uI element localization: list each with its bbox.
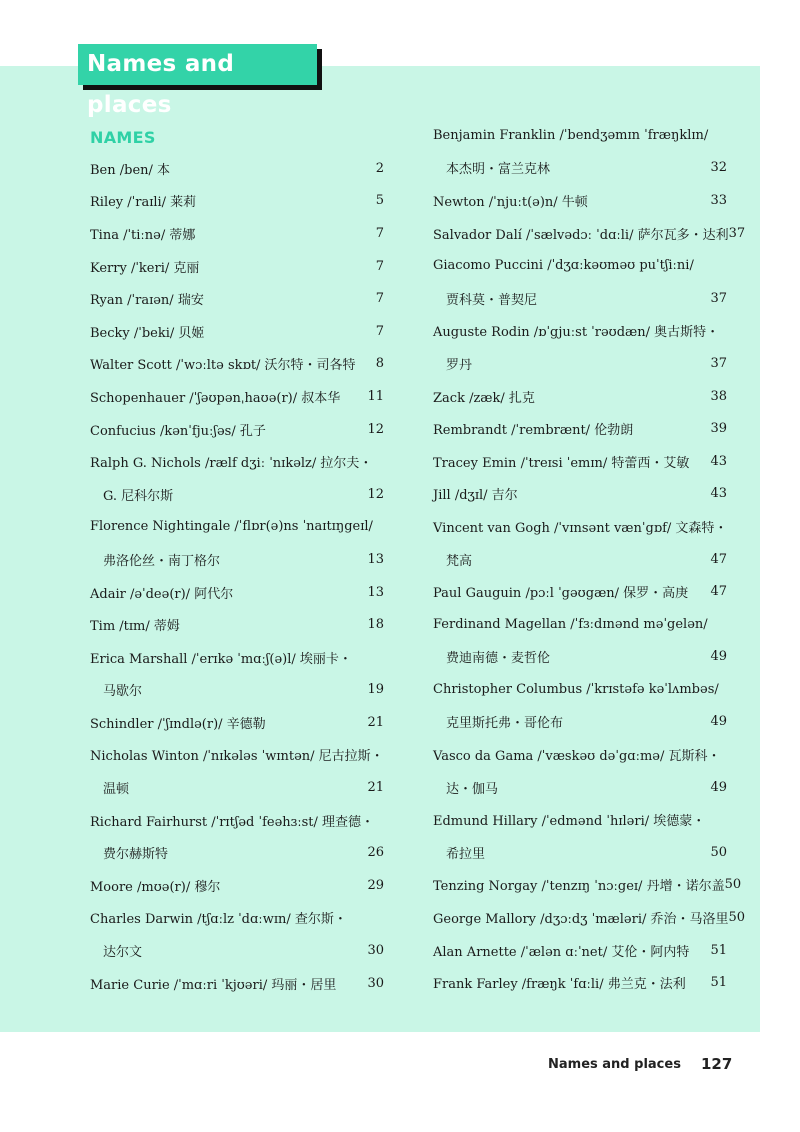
entry-text: George Mallory /dʒɔːdʒ ˈmæləri/ 乔治・马洛里	[433, 912, 729, 928]
list-item	[90, 641, 384, 674]
entry-text: Confucius /kənˈfjuːʃəs/ 孔子	[90, 423, 266, 439]
list-item	[90, 380, 384, 413]
entry-page-number: 29	[367, 877, 384, 893]
list-item	[90, 804, 384, 837]
entry-text: Adair /əˈdeə(r)/ 阿代尔	[90, 586, 234, 602]
entry-page-number: 50	[728, 910, 746, 926]
entry-text: 费尔赫斯特	[103, 847, 169, 863]
list-item	[90, 413, 384, 446]
entry-text: 贾科莫・普契尼	[446, 292, 538, 308]
entry-page-number: 7	[375, 291, 384, 307]
entry-text: Moore /mʊə(r)/ 穆尔	[90, 879, 221, 895]
entry-page-number: 50	[724, 877, 742, 893]
entry-text: Ralph G. Nichols /rælf dʒiː ˈnɪkəlz/ 拉尔夫・	[90, 456, 373, 472]
entry-page-number: 49	[710, 714, 727, 730]
list-item	[433, 184, 727, 217]
entry-text: Paul Gauguin /pɔːl ˈgəʊgæn/ 保罗・高庚	[433, 586, 689, 602]
entry-page-number: 30	[367, 975, 384, 991]
list-item	[90, 348, 384, 381]
list-item	[90, 967, 384, 1000]
list-item-continuation	[90, 836, 384, 869]
entry-page-number: 50	[710, 844, 727, 860]
page-title: Names and places	[78, 44, 317, 85]
entry-page-number: 33	[710, 192, 727, 208]
section-heading: NAMES	[90, 128, 156, 147]
entry-text: Riley /ˈraɪli/ 莱莉	[90, 195, 197, 211]
list-item	[90, 152, 384, 185]
entry-text: Ferdinand Magellan /ˈfɜːdɪnənd məˈgelən/	[433, 616, 708, 632]
entry-page-number: 32	[710, 160, 727, 176]
list-item-continuation	[433, 771, 727, 804]
entry-text: 希拉里	[446, 846, 486, 862]
list-item	[433, 380, 727, 413]
list-item	[90, 250, 384, 283]
entry-text: 罗丹	[446, 357, 473, 373]
entry-text: Edmund Hillary /ˈedmənd ˈhɪləri/ 埃德蒙・	[433, 814, 706, 830]
list-item	[433, 478, 727, 511]
list-item	[433, 608, 727, 641]
list-item-continuation	[433, 543, 727, 576]
entry-page-number: 37	[710, 290, 727, 306]
list-item	[90, 217, 384, 250]
list-item	[433, 510, 727, 543]
entry-text: Schindler /ˈʃɪndlə(r)/ 辛德勒	[90, 716, 266, 732]
entry-page-number: 11	[367, 388, 384, 404]
list-item	[90, 445, 384, 478]
entry-text: 费迪南德・麦哲伦	[446, 651, 551, 667]
entry-text: 弗洛伦丝・南丁格尔	[103, 553, 221, 569]
entry-page-number: 7	[375, 323, 384, 339]
entry-page-number: 19	[367, 682, 384, 698]
list-item	[90, 869, 384, 902]
list-item	[90, 902, 384, 935]
entry-page-number: 13	[367, 551, 384, 567]
list-item	[433, 217, 746, 250]
entry-text: Tim /tɪm/ 蒂姆	[90, 619, 180, 635]
entry-page-number: 38	[710, 388, 727, 404]
list-item	[433, 412, 727, 445]
left-column	[90, 152, 384, 999]
entry-page-number: 43	[710, 453, 727, 469]
entry-text: 克里斯托弗・哥伦布	[446, 716, 564, 732]
entry-page-number: 37	[710, 355, 727, 371]
list-item	[433, 315, 727, 348]
entry-page-number: 47	[710, 551, 727, 567]
footer-label: Names and places	[548, 1057, 681, 1072]
list-item	[90, 315, 384, 348]
list-item-continuation	[433, 706, 727, 739]
list-item	[433, 869, 742, 902]
list-item-continuation	[433, 836, 727, 869]
list-item	[90, 576, 384, 609]
entry-text: Vasco da Gama /ˈvæskəʊ dəˈgɑːmə/ 瓦斯科・	[433, 749, 721, 765]
list-item-continuation	[433, 282, 727, 315]
entry-text: Tenzing Norgay /ˈtenzɪŋ ˈnɔːgeɪ/ 丹增・诺尔盖	[433, 879, 725, 895]
entry-text: Rembrandt /ˈrembrænt/ 伦勃朗	[433, 423, 634, 439]
list-item	[90, 185, 384, 218]
entry-page-number: 51	[710, 975, 727, 991]
list-item	[90, 282, 384, 315]
entry-text: 达・伽马	[446, 781, 499, 797]
list-item-continuation	[433, 641, 727, 674]
list-item-continuation	[433, 152, 727, 185]
entry-text: Benjamin Franklin /ˈbendʒəmɪn ˈfræŋklɪn/	[433, 127, 709, 143]
list-item-continuation	[90, 543, 384, 576]
entry-text: Tracey Emin /ˈtreɪsi ˈemɪn/ 特蕾西・艾敏	[433, 455, 690, 471]
entry-text: Jill /dʒɪl/ 吉尔	[433, 488, 518, 504]
entry-text: 达尔文	[103, 945, 143, 961]
entry-page-number: 49	[710, 649, 727, 665]
entry-text: Giacomo Puccini /ˈdʒɑːkəʊməʊ puˈtʃiːni/	[433, 258, 694, 274]
entry-page-number: 49	[710, 779, 727, 795]
entry-page-number: 37	[728, 225, 746, 241]
entry-page-number: 12	[367, 486, 384, 502]
entry-text: G. 尼科尔斯	[103, 488, 174, 504]
list-item-continuation	[90, 934, 384, 967]
list-item	[433, 803, 727, 836]
list-item	[433, 445, 727, 478]
list-item	[433, 575, 727, 608]
entry-page-number: 39	[710, 421, 727, 437]
entry-page-number: 21	[367, 780, 384, 796]
entry-page-number: 7	[375, 258, 384, 274]
entry-text: Christopher Columbus /ˈkrɪstəfə kəˈlʌmbəs/	[433, 681, 719, 697]
list-item-continuation	[433, 347, 727, 380]
list-item	[433, 966, 727, 999]
list-item	[90, 739, 384, 772]
entry-text: Richard Fairhurst /ˈrɪtʃəd ˈfeəhɜːst/ 理查德・	[90, 814, 375, 830]
list-item	[433, 249, 727, 282]
entry-text: Auguste Rodin /ɒˈgjuːst ˈrəʊdæn/ 奥古斯特・	[433, 325, 720, 341]
list-item	[90, 706, 384, 739]
list-item	[90, 608, 384, 641]
entry-page-number: 8	[375, 356, 384, 372]
list-item-continuation	[90, 771, 384, 804]
entry-page-number: 47	[710, 584, 727, 600]
entry-page-number: 5	[375, 193, 384, 209]
entry-text: Marie Curie /ˈmɑːri ˈkjʊəri/ 玛丽・居里	[90, 977, 337, 993]
entry-text: 梵高	[446, 553, 473, 569]
entry-page-number: 43	[710, 486, 727, 502]
list-item	[433, 901, 746, 934]
list-item	[90, 511, 384, 544]
entry-text: Florence Nightingale /ˈflɒr(ə)ns ˈnaɪtɪŋgeɪl/	[90, 519, 373, 535]
list-item-continuation	[90, 478, 384, 511]
entry-text: Nicholas Winton /ˈnɪkələs ˈwɪntən/ 尼古拉斯・	[90, 749, 384, 765]
entry-page-number: 2	[375, 160, 384, 176]
entry-text: Salvador Dalí /ˈsælvədɔː ˈdɑːli/ 萨尔瓦多・达利	[433, 227, 729, 243]
entry-text: 马歇尔	[103, 684, 143, 700]
entry-text: Ryan /ˈraɪən/ 瑞安	[90, 293, 204, 309]
entry-text: Schopenhauer /ˈʃəʊpənˌhaʊə(r)/ 叔本华	[90, 390, 341, 406]
entry-text: Newton /ˈnjuːt(ə)n/ 牛顿	[433, 194, 588, 210]
page-number: 127	[701, 1055, 733, 1073]
entry-page-number: 30	[367, 943, 384, 959]
entry-text: Walter Scott /ˈwɔːltə skɒt/ 沃尔特・司各特	[90, 358, 356, 374]
entry-text: Vincent van Gogh /ˈvɪnsənt vænˈgɒf/ 文森特・	[433, 520, 728, 536]
entry-page-number: 21	[367, 714, 384, 730]
list-item	[433, 738, 727, 771]
entry-text: 本杰明・富兰克林	[446, 162, 551, 178]
right-column	[433, 119, 746, 999]
entry-page-number: 7	[375, 225, 384, 241]
entry-text: Tina /ˈtiːnə/ 蒂娜	[90, 227, 196, 243]
list-item	[433, 673, 727, 706]
list-item	[433, 934, 727, 967]
entry-text: Erica Marshall /ˈerɪkə ˈmɑːʃ(ə)l/ 埃丽卡・	[90, 651, 352, 667]
entry-page-number: 13	[367, 584, 384, 600]
entry-text: Ben /ben/ 本	[90, 162, 171, 178]
entry-page-number: 18	[367, 617, 384, 633]
entry-text: Frank Farley /fræŋk ˈfɑːli/ 弗兰克・法利	[433, 977, 686, 993]
entry-text: Kerry /ˈkeri/ 克丽	[90, 260, 200, 276]
list-item	[433, 119, 727, 152]
list-item-continuation	[90, 674, 384, 707]
entry-page-number: 51	[710, 942, 727, 958]
entry-text: Zack /zæk/ 扎克	[433, 390, 535, 406]
entry-page-number: 26	[367, 845, 384, 861]
entry-text: 温顿	[103, 782, 130, 798]
entry-text: Alan Arnette /ˈælən ɑːˈnet/ 艾伦・阿内特	[433, 944, 690, 960]
entry-text: Charles Darwin /tʃɑːlz ˈdɑːwɪn/ 查尔斯・	[90, 912, 347, 928]
entry-page-number: 12	[367, 421, 384, 437]
entry-text: Becky /ˈbeki/ 贝姬	[90, 325, 205, 341]
